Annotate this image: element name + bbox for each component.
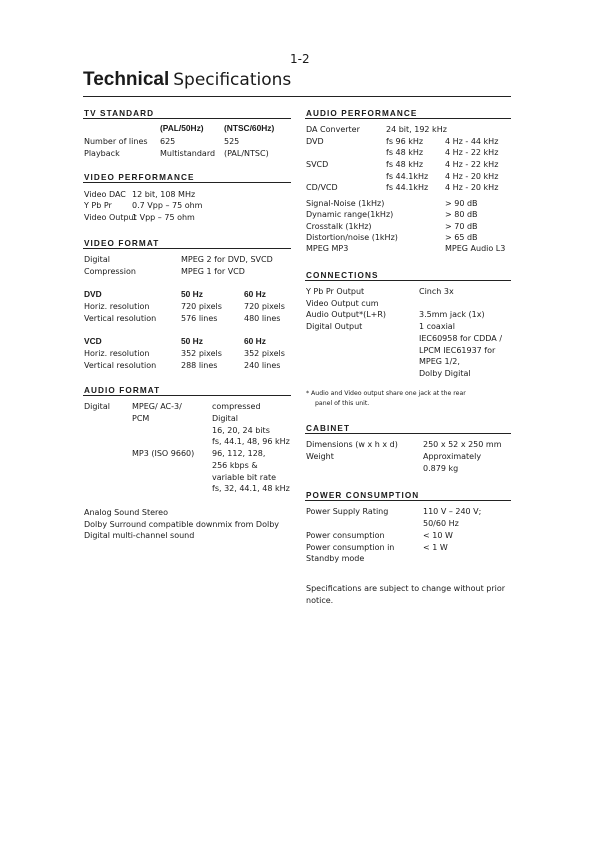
cab-weight-value: Approximately	[423, 452, 482, 461]
af-value-line: compressed	[212, 402, 261, 411]
ap-row-label: Signal-Noise (1kHz)	[306, 199, 385, 208]
conn-footnote-line: panel of this unit.	[315, 400, 370, 407]
dvd-row-v2: 720 pixels	[244, 302, 285, 311]
conn-ypbpr-label: Y Pb Pr Output	[306, 287, 365, 296]
vp-row-label: Y Pb Pr	[84, 201, 112, 210]
af-note-line: Dolby Surround compatible downmix from Dolby	[84, 520, 280, 529]
vf-row-value: MPEG 2 for DVD, SVCD	[181, 255, 273, 264]
af-note-line: Analog Sound Stereo	[84, 508, 168, 517]
audio-performance-heading: AUDIO PERFORMANCE	[306, 109, 418, 118]
title-word-specifications: Specifications	[173, 70, 292, 90]
tv-col-ntsc: (NTSC/60Hz)	[224, 123, 275, 133]
conn-footnote-line: * Audio and Video output share one jack at the rear	[306, 390, 466, 397]
tv-row-ntsc: 525	[224, 137, 240, 146]
vf-row-label: Digital	[84, 255, 110, 264]
tv-row-pal: 625	[160, 137, 176, 146]
ap-freq-label: DVD	[306, 137, 324, 146]
af-value-line: variable bit rate	[212, 473, 277, 482]
ap-row-label: Distortion/noise (1kHz)	[306, 233, 398, 242]
pwr-supply-label: Power Supply Rating	[306, 507, 389, 516]
tv-row-label: Playback	[84, 149, 120, 158]
footer-note-line: notice.	[306, 596, 334, 605]
ap-freq-label: SVCD	[306, 160, 329, 169]
ap-freq-range: 4 Hz - 20 kHz	[445, 172, 499, 181]
conn-digital-value: LPCM IEC61937 for	[419, 346, 496, 355]
vcd-row-v1: 288 lines	[181, 361, 218, 370]
af-note-line: Digital multi-channel sound	[84, 531, 195, 540]
dvd-row-label: Horiz. resolution	[84, 302, 150, 311]
tv-standard-heading: TV STANDARD	[84, 109, 155, 118]
dvd-label: DVD	[84, 289, 102, 299]
cab-dim-value: 250 x 52 x 250 mm	[423, 440, 502, 449]
vp-row-value: 1 Vpp – 75 ohm	[132, 213, 195, 222]
ap-freq-range: 4 Hz - 22 kHz	[445, 148, 499, 157]
vp-row-value: 12 bit, 108 MHz	[132, 190, 196, 199]
ap-dac-value: 24 bit, 192 kHz	[386, 125, 447, 134]
cab-weight-value: 0.879 kg	[423, 464, 459, 473]
af-value-line: fs, 32, 44.1, 48 kHz	[212, 484, 290, 493]
af-mpeg-label: MPEG/ AC-3/	[132, 402, 182, 411]
ap-row-value: > 80 dB	[445, 210, 478, 219]
page-number: 1-2	[290, 52, 310, 66]
vf-row-value: MPEG 1 for VCD	[181, 267, 245, 276]
vcd-col-60hz: 60 Hz	[244, 336, 266, 346]
audio-format-heading: AUDIO FORMAT	[84, 386, 161, 395]
dvd-row-v2: 480 lines	[244, 314, 281, 323]
af-value-line: 256 kbps &	[212, 461, 258, 470]
vcd-row-label: Horiz. resolution	[84, 349, 150, 358]
ap-dac-label: DA Converter	[306, 125, 360, 134]
ap-freq-label: CD/VCD	[306, 183, 338, 192]
cab-weight-label: Weight	[306, 452, 334, 461]
audio-performance-rule	[305, 118, 511, 119]
af-value-line: 16, 20, 24 bits	[212, 426, 270, 435]
af-value-line: 96, 112, 128,	[212, 449, 266, 458]
ap-freq-range: 4 Hz - 44 kHz	[445, 137, 499, 146]
tv-row-ntsc: (PAL/NTSC)	[224, 149, 269, 158]
ap-row-value: > 65 dB	[445, 233, 478, 242]
pwr-supply-value: 50/60 Hz	[423, 519, 459, 528]
power-heading: POWER CONSUMPTION	[306, 491, 420, 500]
pwr-standby-value: < 1 W	[423, 543, 448, 552]
pwr-standby-label: Power consumption in	[306, 543, 395, 552]
title-word-technical: Technical	[83, 69, 170, 90]
ap-row-label: Crosstalk (1kHz)	[306, 222, 372, 231]
connections-heading: CONNECTIONS	[306, 271, 379, 280]
ap-freq-range: 4 Hz - 22 kHz	[445, 160, 499, 169]
cabinet-heading: CABINET	[306, 424, 351, 433]
tv-row-pal: Multistandard	[160, 149, 216, 158]
video-format-rule	[83, 248, 291, 249]
tv-col-pal: (PAL/50Hz)	[160, 123, 204, 133]
conn-digital-value: MPEG 1/2,	[419, 357, 460, 366]
dvd-col-50hz: 50 Hz	[181, 289, 203, 299]
connections-rule	[305, 280, 511, 281]
conn-digital-value: IEC60958 for CDDA /	[419, 334, 503, 343]
page-title	[83, 69, 291, 91]
ap-freq-fs: fs 96 kHz	[386, 137, 424, 146]
vcd-row-v1: 352 pixels	[181, 349, 222, 358]
ap-row-value: MPEG Audio L3	[445, 244, 506, 253]
cabinet-rule	[305, 433, 511, 434]
video-format-heading: VIDEO FORMAT	[84, 239, 160, 248]
ap-row-value: > 70 dB	[445, 222, 478, 231]
audio-format-rule	[83, 395, 291, 396]
conn-audio-label: Audio Output*(L+R)	[306, 310, 387, 319]
vp-row-label: Video DAC	[84, 190, 126, 199]
vcd-label: VCD	[84, 336, 102, 346]
conn-video-cum: Video Output cum	[306, 299, 379, 308]
pwr-cons-label: Power consumption	[306, 531, 385, 540]
ap-freq-fs: fs 48 kHz	[386, 160, 424, 169]
vp-row-label: Video Output	[84, 213, 137, 222]
pwr-standby-label: Standby mode	[306, 554, 365, 563]
conn-audio-value: 3.5mm jack (1x)	[419, 310, 485, 319]
ap-freq-range: 4 Hz - 20 kHz	[445, 183, 499, 192]
conn-digital-value: Dolby Digital	[419, 369, 471, 378]
dvd-row-label: Vertical resolution	[84, 314, 157, 323]
af-pcm-label: PCM	[132, 414, 150, 423]
dvd-row-v1: 720 pixels	[181, 302, 222, 311]
conn-ypbpr-value: Cinch 3x	[419, 287, 454, 296]
dvd-col-60hz: 60 Hz	[244, 289, 266, 299]
ap-freq-fs: fs 44.1kHz	[386, 172, 429, 181]
af-value-line: Digital	[212, 414, 238, 423]
pwr-supply-value: 110 V – 240 V;	[423, 507, 482, 516]
ap-row-label: Dynamic range(1kHz)	[306, 210, 394, 219]
ap-row-label: MPEG MP3	[306, 244, 349, 253]
vcd-row-v2: 352 pixels	[244, 349, 285, 358]
vcd-row-label: Vertical resolution	[84, 361, 157, 370]
vcd-row-v2: 240 lines	[244, 361, 281, 370]
ap-freq-fs: fs 44.1kHz	[386, 183, 429, 192]
cab-dim-label: Dimensions (w x h x d)	[306, 440, 398, 449]
video-performance-heading: VIDEO PERFORMANCE	[84, 173, 195, 182]
ap-freq-fs: fs 48 kHz	[386, 148, 424, 157]
ap-row-value: > 90 dB	[445, 199, 478, 208]
vp-row-value: 0.7 Vpp – 75 ohm	[132, 201, 203, 210]
tv-standard-rule	[83, 118, 291, 119]
tv-row-label: Number of lines	[84, 137, 148, 146]
vf-row-label: Compression	[84, 267, 136, 276]
power-rule	[305, 500, 511, 501]
af-mp3-label: MP3 (ISO 9660)	[132, 449, 195, 458]
dvd-row-v1: 576 lines	[181, 314, 218, 323]
video-performance-rule	[83, 182, 291, 183]
title-rule	[83, 96, 511, 97]
vcd-col-50hz: 50 Hz	[181, 336, 203, 346]
footer-note-line: Specifications are subject to change without prior	[306, 584, 506, 593]
conn-digital-value: 1 coaxial	[419, 322, 455, 331]
pwr-cons-value: < 10 W	[423, 531, 453, 540]
conn-digital-label: Digital Output	[306, 322, 363, 331]
af-digital-label: Digital	[84, 402, 110, 411]
af-value-line: fs, 44.1, 48, 96 kHz	[212, 437, 290, 446]
